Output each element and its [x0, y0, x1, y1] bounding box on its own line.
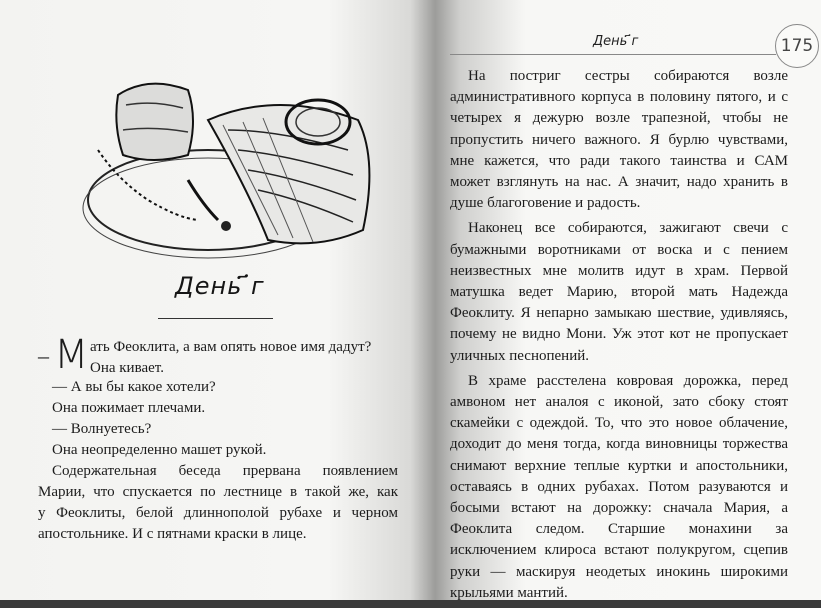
text-line: — А вы бы какое хотели? [52, 379, 216, 395]
text-line: — Волнуетесь? [52, 421, 152, 437]
still-life-illustration [78, 60, 388, 260]
paragraph: В храме расстелена ковровая дорожка, перед амвоном нет аналоя с иконой, зато сбоку стоят скамейки с одеждой. То, что это новое облачение, доходит до меня тогда, когда виновницы торжества снимают верхние теплые куртки и апостольники, оставаясь в одних рубахах. Потом разуваются и босыми встают на дорожку: сначала Мария, а Феоклита следом. Старшие монахини за исключением клироса встают полукругом, сцепив руки — маскируя неодетых инокинь широкими крыльями мантий. [450, 372, 788, 601]
text-line: Содержательная беседа прервана появлением [52, 463, 398, 479]
title-underline [158, 318, 273, 319]
opening-dialogue [38, 332, 398, 378]
text-line: Она неопределенно машет рукой. [52, 442, 267, 458]
text-line: ать Феоклита, а вам опять новое имя дадут? [90, 339, 372, 355]
right-page [430, 0, 821, 600]
left-page-text [38, 332, 398, 545]
paragraph: На постриг сестры собираются возле административного корпуса в половину пятого, и с четырех я дежурю возле трапезной, чтобы не пропустить ничего важного. Я бурлю чувствами, мне кажется, что ради такого таинства и САМ может взглянуть на нас. А значит, надо хранить в душе благоговение и радость. [450, 68, 788, 212]
text-line: Марии, что спускается по лестнице в такой же, как [38, 484, 398, 500]
running-header: День ҃г [593, 34, 639, 49]
paragraph: Наконец все собираются, зажигают свечи с бумажными воротниками от воска и с пением неизвестных мне молитв идут в храм. Первой матушка ведет Марию, второй мать Надежда Феоклиту. Я непарно замыкаю шествие, удивляясь, почему не видно Мони. Уж этот кот не пропускает уличных песнопений. [450, 220, 788, 364]
text-line: у Феоклиты, белой длиннополой рубахе и черном [38, 505, 398, 521]
text-line: апостольнике. И с пятнами краски в лице. [38, 526, 307, 542]
chapter-title: День ҃г [175, 272, 265, 300]
dialogue-dash: – [38, 343, 49, 368]
text-line: Она пожимает плечами. [52, 400, 206, 416]
page-number: 175 [775, 24, 819, 68]
header-rule [450, 54, 776, 55]
text-line: Она кивает. [90, 360, 164, 376]
drop-cap: М [54, 332, 89, 378]
right-page-text [450, 66, 788, 608]
